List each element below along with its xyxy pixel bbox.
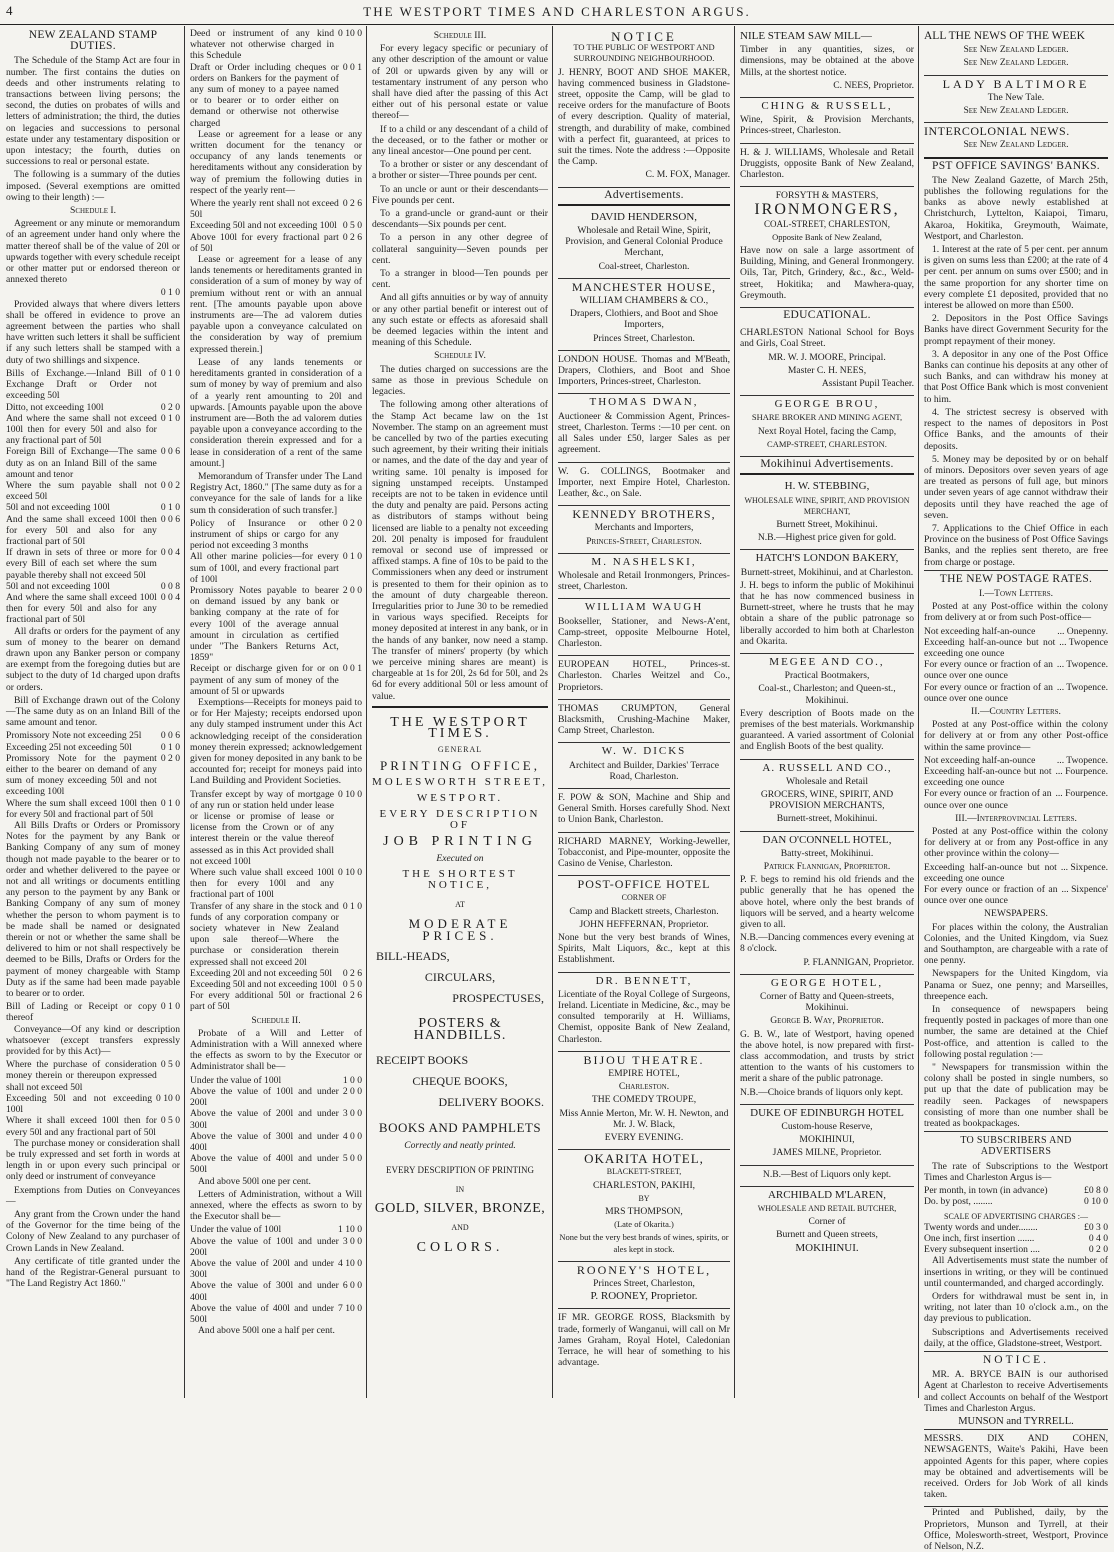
paragraph: For places within the colony, the Australian Colonies, and the United Kingdom, via Suez and Southampton, are chargeable with a rate of one penny. xyxy=(924,921,1108,967)
paragraph: MUNSON and TYRRELL. xyxy=(958,1415,1074,1427)
ad-text: COLORS. xyxy=(416,1239,504,1255)
column-mokihinui-ads xyxy=(736,28,918,1398)
ad-text: MODERATE PRICES. xyxy=(408,916,512,943)
duty-line: Policy of Insurance or other instrument of ships or cargo for any period not exceeding 3 months 0 2 0 xyxy=(190,517,362,552)
ad-text: POSTERS & HANDBILLS. xyxy=(413,1016,507,1043)
advertisement: DR. BENNETT, Licentiate of the Royal College of Surgeons, Ireland. Licentiate in Medicine, &c., may be consulted temporarily at H. Williams, Chemist, opposite Bank of New Zealand, Charleston. xyxy=(558,973,730,1052)
paragraph: Memorandum of Transfer under The Land Registry Act, 1860." [The same duty as for a conveyance for the sale of lands for a like sum th consideration of such transfer.] xyxy=(190,470,362,516)
duty-line: Above the value of 200l and under 300l 4 10 0 xyxy=(190,1257,362,1281)
paragraph: 1. Interest at the rate of 5 per cent. per annum is given on sums less than £200; at the rate of 4 per cent. per annum on sums over £500; and in the same proportion for any shorter time on every complete £1 deposited, provided that no interest be allowed on more than £500. xyxy=(924,244,1108,312)
ad-text: EVERY DESCRIPTION OF xyxy=(379,808,541,832)
advertisement: IF MR. GEORGE ROSS, Blacksmith by trade, formerly of Wanganui, will call on Mr James Graham, Royal Hotel, Caledonian Terrace, he will hear of something to his advantage. xyxy=(558,1312,730,1369)
paragraph: 4. The strictest secresy is observed with respect to the names of depositors in Post Office Banks, and the amounts of their deposits. xyxy=(924,406,1108,452)
paragraph: To a stranger in blood—Ten pounds per cent. xyxy=(372,268,548,291)
paragraph: Letters of Administration, without a Will annexed, where the effects as sworn to by the Executor shall be— xyxy=(190,1188,362,1223)
paragraph: 2. Depositors in the Post Office Savings Banks have direct Government Security for the prompt repayment of their money. xyxy=(924,313,1108,347)
rate-line: Exceeding half-an-ounce but not exceeding one ounce ... Twopence xyxy=(924,636,1108,659)
subheading: I.—Town Letters. xyxy=(978,587,1054,599)
rate-line: Twenty words and under........ £0 3 0 xyxy=(924,1221,1108,1233)
duty-line: Above the value of 300l and under 400l 4 0 0 xyxy=(190,1130,362,1153)
duty-line: Above the value of 400l and under 500l 7 10 0 xyxy=(190,1302,362,1325)
column-stamp-duties xyxy=(2,28,184,1398)
duty-line: Promissory Notes payable to bearer on demand issued by any bank or banking company at the rate of for every 100l of the average annual amount in circulation as certified under "The Bankers Returns Act, 1859" 2 0 0 xyxy=(190,584,362,664)
rate-line: Exceeding half-an-ounce but not exceeding one ounce ... Sixpence. xyxy=(924,861,1108,884)
paragraph: If to a child or any descendant of a child of the deceased, or to the father or mother or any lineal ancestor—One pound per cent. xyxy=(372,123,548,158)
column-rule xyxy=(552,26,553,1398)
paragraph: Lease of any lands tenements or hereditaments granted in consideration of a sum of money by way of premium and also of a yearly rent amounting to 20l and upwards. [Amounts payable upon the above instrument are—Both the ad valorem duties payable upon a conveyance according to the consideration therein expressed and for a lease in consideration of a rent of the same amount.] xyxy=(190,356,362,469)
column-charleston-ads xyxy=(554,28,734,1398)
ad-text: TO THE PUBLIC OF WESTPORT AND SURROUNDING NEIGHBOURHOOD. xyxy=(573,42,715,64)
ad-text: CIRCULARS, xyxy=(424,970,496,985)
advertisement: H. & J. WILLIAMS, Wholesale and Retail Druggists, opposite Bank of New Zealand, Charleston. xyxy=(740,144,914,188)
masthead xyxy=(0,0,1114,25)
paragraph: Lease or agreement for a lease or any written document for the tenancy or occupancy of any lands tenements or hereditaments without any consideration by way of premium the following duties in respect of the yearly rent— xyxy=(190,128,362,196)
paragraph: To an uncle or aunt or their descendants—Five pounds per cent. xyxy=(372,183,548,206)
ad-text: IN xyxy=(455,1185,465,1195)
ad-text: Correctly and neatly printed. xyxy=(404,1139,516,1151)
rate-line: For every ounce or fraction of an ounce over one ounce ... Fourpence. xyxy=(924,788,1108,811)
ad-text: MOLESWORTH STREET, xyxy=(372,775,548,788)
ad-title: THE WESTPORT TIMES. xyxy=(390,714,530,741)
paragraph: Lease or agreement for a lease of any lands tenements or hereditaments granted in consideration of a sum of money by way of premium without rent or with an annual rent. [The amounts payable upon above instruments are—The ad valorem duties payable upon a conveyance calculated on the consideration by way of premium expressed therein.] xyxy=(190,254,362,355)
paragraph: The following is a summary of the duties imposed. (Several exemptions are omitted owing to their length) :— xyxy=(6,169,180,203)
duty-line: Above the value of 200l and under 300l 3 0 0 xyxy=(190,1108,362,1131)
subheading: SCALE OF ADVERTISING CHARGES :— xyxy=(944,1211,1088,1221)
advertisement: DAVID HENDERSON, Wholesale and Retail Wine, Spirit, Provision, and General Colonial Produce Merchant, Coal-street, Charleston. xyxy=(558,209,730,279)
rate-line: One inch, first insertion ....... 0 4 0 xyxy=(924,1232,1108,1244)
subheading: III.—Interprovincial Letters. xyxy=(955,812,1077,824)
subheading: NEWSPAPERS. xyxy=(984,908,1048,920)
advertisement: A. RUSSELL AND CO., Wholesale and Retail GROCERS, WINE, SPIRIT, AND PROVISION MERCHANTS, Burnett-street, Mokihinui. xyxy=(740,760,914,832)
duty-line: Where it shall exceed 100l then for every 50l and any fractional part of 50l 0 5 0 xyxy=(6,1115,180,1138)
paragraph: Exemptions—Receipts for moneys paid to or for Her Majesty; receipts endorsed upon any duly stamped instrument under this Act acknowledging receipt of the consideration money therein expressed; acknowledgement given for money deposited in any bank to be accounted for; receipt for moneys paid into Land Building and Provident Societies. xyxy=(190,696,362,787)
column-rule xyxy=(184,26,185,1398)
paragraph: Provided always that where divers letters shall be offered in evidence to prove an agreement between the parties who shall have written such letters it shall be sufficient if any such letters shall be stamped with a duty of two shillings and sixpence. xyxy=(6,298,180,366)
column-rule xyxy=(366,26,367,1398)
ad-text: Executed on xyxy=(436,852,484,864)
rate-line: For every ounce or fraction of an ounce over one ounce ... Twopence. xyxy=(924,659,1108,682)
paragraph: Probate of a Will and Letter of Administration with a Will annexed where the effects as sworn to by the Executor or Administrator shall be— xyxy=(190,1027,362,1073)
duty-line: Above the value of 300l and under 400l 6 0 0 xyxy=(190,1280,362,1303)
column-rule xyxy=(734,26,735,1398)
advertisement: INTERCOLONIAL NEWS. See New Zealand Ledger. xyxy=(924,123,1108,158)
duty-line: And where the same shall exceed 100l then for every 50l and also for any fractional part of 50l 0 0 4 xyxy=(6,591,180,626)
advertisement: LADY BALTIMORE The New Tale. See New Zealand Ledger. xyxy=(924,76,1108,124)
rate-line: For every ounce or fraction of an ounce over one ounce ... Twopence. xyxy=(924,681,1108,704)
duty-line: Ditto, not exceeding 100l 0 2 0 xyxy=(6,401,180,413)
duty-line: Under the value of 100l 1 10 0 xyxy=(190,1224,362,1236)
section-heading: EDUCATIONAL. xyxy=(783,309,871,322)
duty-line: Bills of Exchange.—Inland Bill of Exchange Draft or Order not exceeding 50l 0 1 0 xyxy=(6,367,180,402)
duty-line: Draft or Order including cheques or orders on Bankers for the payment of any sum of money to a payee named or to bearer or to order either on demand or otherwise not otherwise charged 0 0 1 xyxy=(190,61,362,129)
paragraph: Any certificate of title granted under the hand of the Registrar-General pursuant to "The Land Registry Act 1860." xyxy=(6,1255,180,1290)
duty-line: 50l and not exceeding 100l 0 0 8 xyxy=(6,580,180,592)
schedule-heading: Schedule IV. xyxy=(434,350,486,362)
duty-line: Exceeding 50l and not exceeding 100l 0 5 0 xyxy=(190,979,362,991)
ad-text: BILL-HEADS, xyxy=(376,948,450,963)
duty-line: Transfer except by way of mortgage of any run or station held under lease or license or promise of lease or license from the Crown or of any interest therein or the value thereof assessed as in this Act provided shall not exceed 100l 0 10 0 xyxy=(190,788,362,867)
paragraph: 7. Applications to the Chief Office in each Province on the business of Post Office Savings Banks, and the replies sent thereto, are free from charge or postage. xyxy=(924,522,1108,568)
duty-line: Above 100l for every fractional part of 50l 0 2 6 xyxy=(190,231,362,254)
duty-line: 50l and not exceeding 100l 0 1 0 xyxy=(6,502,180,514)
paragraph: Newspapers for the United Kingdom, via Panama or Suez, one penny; and Marseilles, threepence each. xyxy=(924,968,1108,1002)
rate-line: Exceeding half-an-ounce but not exceeding one ounce ... Fourpence. xyxy=(924,765,1108,789)
duty-line: Bill of Lading or Receipt or copy thereof 0 1 0 xyxy=(6,1001,180,1024)
advertisement: F. POW & SON, Machine and Ship and General Smith. Horses carefully Shod. Next to Union Bank, Charleston. xyxy=(558,789,730,833)
advertisement: ARCHIBALD M'LAREN, WHOLESALE AND RETAIL BUTCHER, Corner of Burnett and Queen streets, MOKIHINUI. xyxy=(757,1188,897,1254)
rate-line: Do. by post, ........ 0 10 0 xyxy=(924,1196,1108,1208)
paragraph: 5. Money may be deposited by or on behalf of minors. Depositors over seven years of age are treated as persons of full age, but minors under seven years of age cannot withdraw their deposits until they have reached the age of seven. xyxy=(924,453,1108,521)
duty-line: For every additional 50l or fractional part of 50l 2 6 xyxy=(190,990,362,1013)
ad-text: GENERAL xyxy=(437,745,483,755)
paragraph: The purchase money or consideration shall be truly expressed and set forth in words at length in or upon every such principal or only deed or instrument of conveyance xyxy=(6,1137,180,1183)
paragraph: Agreement or any minute or memorandum of an agreement under hand only where the matter thereof shall be of the value of 20l or upwards together with every schedule receipt or other matter put or endorsed thereon or annexed thereto xyxy=(6,218,180,286)
advertisement: DUKE OF EDINBURGH HOTEL Custom-house Reserve, MOKIHINUI, JAMES MILNE, Proprietor. xyxy=(740,1105,914,1166)
ad-text: WESTPORT. xyxy=(416,791,504,804)
advertisement: BIJOU THEATRE. EMPIRE HOTEL, Charleston. THE COMEDY TROUPE, Miss Annie Merton, Mr. W. H. Newton, and Mr. J. W. Black, EVERY EVENING. xyxy=(558,1052,730,1150)
advertisement: GEORGE HOTEL, Corner of Batty and Queen-streets, Mokihinui. George B. Way, Proprietor. G. B. W., late of Westport, having opened the above hotel, is now prepared with first-class accommodation, and trusts by strict attention to the wants of his customers to merit a share of the public patronage. N.B.—Choice brands of liquors only kept. xyxy=(740,975,914,1105)
schedule-heading: Schedule III. xyxy=(433,30,487,41)
advertisement: MANCHESTER HOUSE, WILLIAM CHAMBERS & CO., Drapers, Clothiers, and Boot and Shoe Importers, Princes Street, Charleston. xyxy=(558,279,730,351)
advertisement: KENNEDY BROTHERS, Merchants and Importers, Princes-Street, Charleston. xyxy=(558,506,730,554)
duty-line: Above the value of 100l and under 200l 3 0 0 xyxy=(190,1235,362,1258)
section-heading: Mokihinui Advertisements. xyxy=(740,459,914,475)
ad-text: DELIVERY BOOKS. xyxy=(438,1095,544,1110)
advertisement: M. NASHELSKI, Wholesale and Retail Ironmongers, Princes-street, Charleston. xyxy=(558,554,730,600)
duty-line: Where the yearly rent shall not exceed 50l 0 2 6 xyxy=(190,198,362,221)
ad-text: THE SHORTEST NOTICE, xyxy=(402,867,518,892)
ad-text: CHEQUE BOOKS, xyxy=(412,1074,508,1089)
advertisement: DAN O'CONNELL HOTEL, Batty-street, Mokihinui. Patrick Flannigan, Proprietor. P. F. begs to remind his old friends and the public generally that he has opened the above hotel, where only the best brands of liquors will be served, and a hearty welcome given to all. N.B.—Dancing commences every evening at 8 o'clock. P. FLANNIGAN, Proprietor. xyxy=(740,832,914,975)
paragraph: Posted at any Post-office within the colony from delivery at or from such Post-office— xyxy=(924,601,1108,624)
duty-line: Promissory Note for the payment either to the bearer on demand of any sum of money exceeding 50l and not exceeding 100l 0 2 0 xyxy=(6,752,180,798)
paragraph: In consequence of newspapers being frequently posted in packages of more than one number, the same are detained at the Chief Post-office, and attention is called to the following postal regulation :— xyxy=(924,1004,1108,1060)
imprint: Printed and Published, daily, by the Proprietors, Munson and Tyrrell, at their Office, Molesworth-street, Westport, Province of Nelson, N.Z. xyxy=(924,1507,1108,1552)
duty-line: Promissory Note not exceeding 25l 0 0 6 xyxy=(6,730,180,742)
section-heading: NEW ZEALAND STAMP DUTIES. xyxy=(28,29,158,53)
ad-text: JOB PRINTING xyxy=(383,834,537,850)
advertisement: EUROPEAN HOTEL, Princes-st. Charleston. Charles Weitzel and Co., Proprietors. xyxy=(558,656,730,700)
paragraph: All Bills Drafts or Orders or Promissory Notes for the payment by any Bank or Banking Company of any sum of money though not made payable to the bearer or to order and whether delivered to the payee or not and all writings or documents entitling any person to the payment by any Bank or Banking Company of any sum of money whether the person to whom payment is to be made shall be named or designated therein or not or whether the same shall be delivered to him or not shall respectively be deemed to be Bills, Drafts or Orders for the payment of money chargeable with Stamp Duty as if the same had been made payable to bearer or to order. xyxy=(6,820,180,1000)
paragraph: The rate of Subscriptions to the Westport Times and Charleston Argus is— xyxy=(924,1160,1108,1183)
advertisement: N.B.—Best of Liquors only kept. xyxy=(740,1166,914,1187)
duty-line: Exceeding 50l and not exceeding 100l 0 10 0 xyxy=(6,1092,180,1116)
advertisement: W. G. COLLINGS, Bootmaker and Importer, next Empire Hotel, Charleston. Leather, &c., on Sale. xyxy=(558,463,730,507)
advertisement: CHARLESTON National School for Boys and Girls, Coal Street. MR. W. J. MOORE, Principal. Master C. H. NEES, Assistant Pupil Teacher. xyxy=(740,324,914,396)
duty-line: And where the same shall not exceed 100l then for every 50l and also for any fractional part of 50l 0 1 0 xyxy=(6,412,180,447)
advertisement: RICHARD MARNEY, Working-Jeweller, Tobacconist, and Pipe-mounter, opposite the Casino de Venise, Charleston. xyxy=(558,833,730,877)
advertisement xyxy=(558,28,730,188)
duty-line: Transfer of any share in the stock and funds of any corporation company or society whatever in New Zealand upon sale thereof—Where the purchase or consideration therein expressed shall not exceed 20l 0 1 0 xyxy=(190,900,362,968)
duty-line: And the same shall exceed 100l then for every 50l and also for any fractional part of 50l 0 0 6 xyxy=(6,513,180,547)
printing-office-ad xyxy=(372,706,548,1253)
schedule-heading: Schedule II. xyxy=(251,1014,301,1026)
ad-text: C. M. FOX, Manager. xyxy=(645,169,730,181)
duty-line: Under the value of 100l 1 0 0 xyxy=(190,1074,362,1086)
ad-title: NOTICE xyxy=(611,29,677,44)
paragraph: The following among other alterations of the Stamp Act became law on the 1st November. The stamp on an agreement must be cancelled by two of the parties executing such agreement, by their writing their initials or names, and the date of the day and year of writing same. 10l penalty is imposed for signing unstamped receipts. Unstamped receipts are not to be taken in evidence until the duty and penalty are paid. Persons acting as distributors of stamps without being licensed are liable to a penalty not exceeding 20l. 20l penalty is imposed for fraudulent removal or second use of impressed or affixed stamps. A fine of 10s to be paid to the Commissioners when any deed or instrument is presented to them for their opinion as to the amount of duty chargeable thereon. Irregularities prior to June 30 to be remedied in various ways specified. Receipts for money deposited at interest in any bank, or in the hands of any banker, now need a stamp. The transfer of miners' property (by which we perceive mining shares are meant) is chargeable at 1s for 20l, 2s 6d for 50l, and 2s 6d for every additional 50l or less amount of value. xyxy=(372,399,548,702)
ad-text: AT xyxy=(455,900,465,910)
paragraph: And above 500l one per cent. xyxy=(198,1175,311,1187)
paragraph: MR. A. BRYCE BAIN is our authorised Agent at Charleston to receive Advertisements and collect Accounts on behalf of the Westport Times and Charleston Argus. xyxy=(924,1369,1108,1414)
advertisement: POST-OFFICE HOTEL CORNER OF Camp and Blackett streets, Charleston. JOHN HEFFERNAN, Proprietor. None but the very best brands of Wines, Spirits, Malt Liquors, &c., kept at this Establishment. xyxy=(558,876,730,972)
rate-line: Not exceeding half-an-ounce ... Twopence. xyxy=(924,754,1108,766)
duty-line: Exceeding 20l and not exceeding 50l 0 2 6 xyxy=(190,967,362,979)
advertisement: MESSRS. DIX AND COHEN, NEWSAGENTS, Waite's Pakihi, Have been appointed Agents for this paper, where copies may be obtained and advertisements will be received. Orders for Job Work of all kinds taken. xyxy=(924,1429,1108,1507)
paragraph: Posted at any Post-office within the colony for delivery at or from any other Post-office within the same province— xyxy=(924,719,1108,753)
duty-line: All other marine policies—for every sum of 100l, and every fractional part of 100l 0 1 0 xyxy=(190,551,362,585)
paragraph: Bill of Exchange drawn out of the Colony—The same duty as on an Inland Bill of the same amount and tenor. xyxy=(6,694,180,729)
paragraph: " Newspapers for transmission within the colony shall be posted in single numbers, so put up that the date of publication may be readily seen. Packages of newspapers consisting of more than one number shall be treated as bookpackages. xyxy=(924,1062,1108,1130)
ad-text: PROSPECTUSES, xyxy=(452,991,544,1006)
paragraph: And all gifts annuities or by way of annuity or any other partial benefit or interest out of any such estate or effects as aforesaid shall be deemed legacies within the intent and meaning of this Schedule. xyxy=(372,292,548,349)
ad-text: GOLD, SILVER, BRONZE, xyxy=(374,1201,546,1217)
paragraph: Orders for withdrawal must be sent in, in writing, not later than 10 o'clock a.m., on the day previous to publication. xyxy=(924,1290,1108,1325)
advertisement: MEGEE AND CO., Practical Bootmakers, Coal-st., Charleston; and Queen-st., Mokihinui. Every description of Boots made on the premises of the best materials. Workmanship guaranteed. A varied assortment of Colonial and English Boots of the best quality. xyxy=(740,654,914,760)
paragraph: All drafts or orders for the payment of any sum of money to the bearer on demand drawn upon any Banker person or company are exempt from the foregoing duties but are subject to the duty of 1d charged upon drafts or orders. xyxy=(6,625,180,693)
advertisement: GEORGE BROU, SHARE BROKER AND MINING AGENT, Next Royal Hotel, facing the Camp, CAMP-STREET, CHARLESTON. xyxy=(740,396,914,457)
advertisement: OKARITA HOTEL, BLACKETT-STREET, CHARLESTON, PAKIHI, BY MRS THOMPSON, (Late of Okarita.) None but the very best brands of wines, spirits, or ales kept in stock. xyxy=(558,1150,730,1262)
ad-text: PRINTING OFFICE, xyxy=(380,758,540,774)
column-stamp-duties-continued xyxy=(186,28,366,1398)
duty-line: If drawn in sets of three or more for every Bill of each set where the sum payable thereby shall not exceed 50l 0 0 4 xyxy=(6,547,180,581)
column-rule xyxy=(918,26,919,1398)
duty-value: 0 1 0 xyxy=(160,287,180,299)
section-heading: PST OFFICE SAVINGS' BANKS. xyxy=(932,159,1100,172)
section-heading: TO SUBSCRIBERS AND ADVERTISERS xyxy=(924,1131,1108,1157)
advertisement: WILLIAM WAUGH Bookseller, Stationer, and News-A’ent, Camp-street, opposite Melbourne Hotel, Charleston. xyxy=(558,599,730,656)
newspaper-title: THE WESTPORT TIMES AND CHARLESTON ARGUS. xyxy=(363,4,751,19)
paragraph: All Advertisements must state the number of insertions in writing, or they will be continued until countermanded, and charged accordingly. xyxy=(924,1255,1108,1289)
advertisement: CHING & RUSSELL, Wine, Spirit, & Provision Merchants, Princes-street, Charleston. xyxy=(740,98,914,144)
column-notices xyxy=(920,28,1112,1552)
section-heading: THE NEW POSTAGE RATES. xyxy=(924,570,1108,585)
paragraph: Conveyance—Of any kind or description whatsoever (except transfers expressly provided for by this Act)— xyxy=(6,1023,180,1058)
advertisement: W. W. DICKS Architect and Builder, Darkies' Terrace Road, Charleston. xyxy=(558,743,730,789)
schedule-heading: Schedule I. xyxy=(70,205,116,217)
paragraph: The New Zealand Gazette, of March 25th, publishes the following regulations for the banks as above newly established at Christchurch, Lyttelton, Kaiapoi, Timaru, Akaroa, Hokitika, Greymouth, Waimate, Westport, and Charleston. xyxy=(924,174,1108,242)
rate-line: Every subsequent insertion .... 0 2 0 xyxy=(924,1244,1108,1256)
rate-line: For every ounce or fraction of an ounce over one ounce ... Sixpence' xyxy=(924,884,1108,907)
subheading: II.—Country Letters. xyxy=(971,705,1061,717)
advertisement: THOMAS DWAN, Auctioneer & Commission Agent, Princes-street, Charleston. Terms :—10 per cent. on all Sales under £50, larger Sales as per agreement. xyxy=(558,394,730,462)
duty-line: Receipt or discharge given for or on payment of any sum of money of the amount of 5l or upwards 0 0 1 xyxy=(190,663,362,697)
paragraph: The duties charged on successions are the same as those in previous Schedule on legacies. xyxy=(372,363,548,398)
paragraph: To a person in any other degree of collateral sanguinity—Seven pounds per cent. xyxy=(372,232,548,266)
duty-line: Exceeding 50l and not exceeding 100l 0 5 0 xyxy=(190,220,362,232)
advertisement: FORSYTH & MASTERS, IRONMONGERS, COAL-STREET, CHARLESTON, Opposite Bank of New Zealand, Have now on sale a large assortment of Building, Mining, and General Ironmongery. Oils, Tar, Pitch, Grindery, &c., &c., Weld-street, Hokitika; and Mawhera-quay, Greymouth. xyxy=(740,187,914,308)
paragraph: Posted at any Post-office within the colony for delivery at or from any Post-office in any other province within the colony— xyxy=(924,826,1108,860)
paragraph: Exemptions from Duties on Conveyances— xyxy=(6,1184,180,1207)
advertisement: H. W. STEBBING, WHOLESALE WINE, SPIRIT, AND PROVISION MERCHANT, Burnett Street, Mokihinui. N.B.—Highest price given for gold. xyxy=(740,478,914,550)
ad-text: J. HENRY, BOOT AND SHOE MAKER, having commenced business in Gladstone-street, opposite the Camp, will be glad to receive orders for the manufacture of Boots of every description. Quality of material, strength, and durability of make, combined with a perfect fit, guaranteed, at prices to suit the times. Note the address :—Opposite the Camp. xyxy=(558,66,730,168)
ad-text: RECEIPT BOOKS xyxy=(376,1052,469,1067)
duty-line: Above the value of 100l and under 200l 2 0 0 xyxy=(190,1085,362,1109)
rate-line: Per month, in town (in advance) £0 8 0 xyxy=(924,1185,1108,1197)
paragraph: And above 500l one a half per cent. xyxy=(198,1325,335,1337)
advertisement: ROONEY'S HOTEL, Princes Street, Charleston, P. ROONEY, Proprietor. xyxy=(558,1262,730,1310)
advertisement: ALL THE NEWS OF THE WEEK See New Zealand Ledger. See New Zealand Ledger. xyxy=(924,28,1108,76)
paragraph: Subscriptions and Advertisements received daily, at the office, Gladstone-street, Westport. xyxy=(924,1326,1108,1349)
duty-line: Deed or instrument of any kind whatever not otherwise charged in this Schedule 0 10 0 xyxy=(190,28,362,62)
advertisement: LONDON HOUSE. Thomas and M'Beath, Drapers, Clothiers, and Boot and Shoe Importers, Princes-street, Charleston. xyxy=(558,351,730,395)
section-heading: NOTICE. xyxy=(924,1351,1108,1366)
ad-text: AND xyxy=(451,1223,469,1233)
paragraph: Any grant from the Crown under the hand of the Governor for the time being of the Colony of New Zealand to any purchaser of Crown Lands in New Zealand. xyxy=(6,1208,180,1254)
paragraph: To a brother or sister or any descendant of a brother or sister—Three pounds per cent. xyxy=(372,159,548,182)
duty-line: Foreign Bill of Exchange—The same duty as on an Inland Bill of the same amount and tenor 0 0 6 xyxy=(6,446,180,480)
advertisement: NILE STEAM SAW MILL— Timber in any quantities, sizes, or dimensions, may be obtained at the above Mills, at the shortest notice. C. NEES, Proprietor. xyxy=(740,28,914,98)
duty-line: Above the value of 400l and under 500l 5 0 0 xyxy=(190,1153,362,1176)
column-legacies-and-printing xyxy=(368,28,552,1398)
section-heading: Advertisements. xyxy=(558,190,730,206)
ad-text: BOOKS AND PAMPHLETS xyxy=(378,1120,542,1136)
paragraph: For every legacy specific or pecuniary of any other description of the amount or value of 20l or upwards given by any will or testamentary instrument of any person who shall have died after the passing of this Act either out of his personal estate or value thereof— xyxy=(372,43,548,122)
advertisement: HATCH'S LONDON BAKERY, Burnett-street, Mokihinui, and at Charleston. J. H. begs to inform the public of Mokihinui that he has now commenced business in Burnett-street, where he trusts that he may obtain a share of the public patronage so liberally accorded to him both at Charleston and Okarita. xyxy=(740,550,914,654)
paragraph: To a grand-uncle or grand-aunt or their descendants—Six pounds per cent. xyxy=(372,208,548,231)
advertisement: THOMAS CRUMPTON, General Blacksmith, Crushing-Machine Maker, Camp Street, Charleston. xyxy=(558,700,730,744)
duty-line: Where such value shall exceed 100l then for every 100l and any fractional part of 100l 0 10 0 xyxy=(190,867,362,901)
ad-text: EVERY DESCRIPTION OF PRINTING xyxy=(386,1164,534,1175)
duty-line: Where the sum payable shall not exceed 50l 0 0 2 xyxy=(6,479,180,503)
duty-line: Where the purchase of consideration money therein or thereupon expressed shall not exceed 50l 0 5 0 xyxy=(6,1059,180,1093)
paragraph: The Schedule of the Stamp Act are four in number. The first contains the duties on deeds and other instruments relating to transactions between living persons; the second, the duties on probates of wills and letters of administration; the third, the duties on legacies and successions to personal estate under any testamentary disposition or upon intestacy; the fourth, duties on successions to real or personal estate. xyxy=(6,55,180,168)
duty-line: Where the sum shall exceed 100l then for every 50l and fractional part of 50l 0 1 0 xyxy=(6,797,180,820)
page-number: 4 xyxy=(6,3,13,18)
duty-line: Exceeding 25l not exceeding 50l 0 1 0 xyxy=(6,741,180,753)
paragraph: 3. A depositor in any one of the Post Office Banks can continue his deposits at any other of such Banks, and can withdraw his money at that Post Office Bank which is most convenient to him. xyxy=(924,348,1108,405)
rate-line: Not exceeding half-an-ounce ... Onepenny. xyxy=(924,625,1108,637)
